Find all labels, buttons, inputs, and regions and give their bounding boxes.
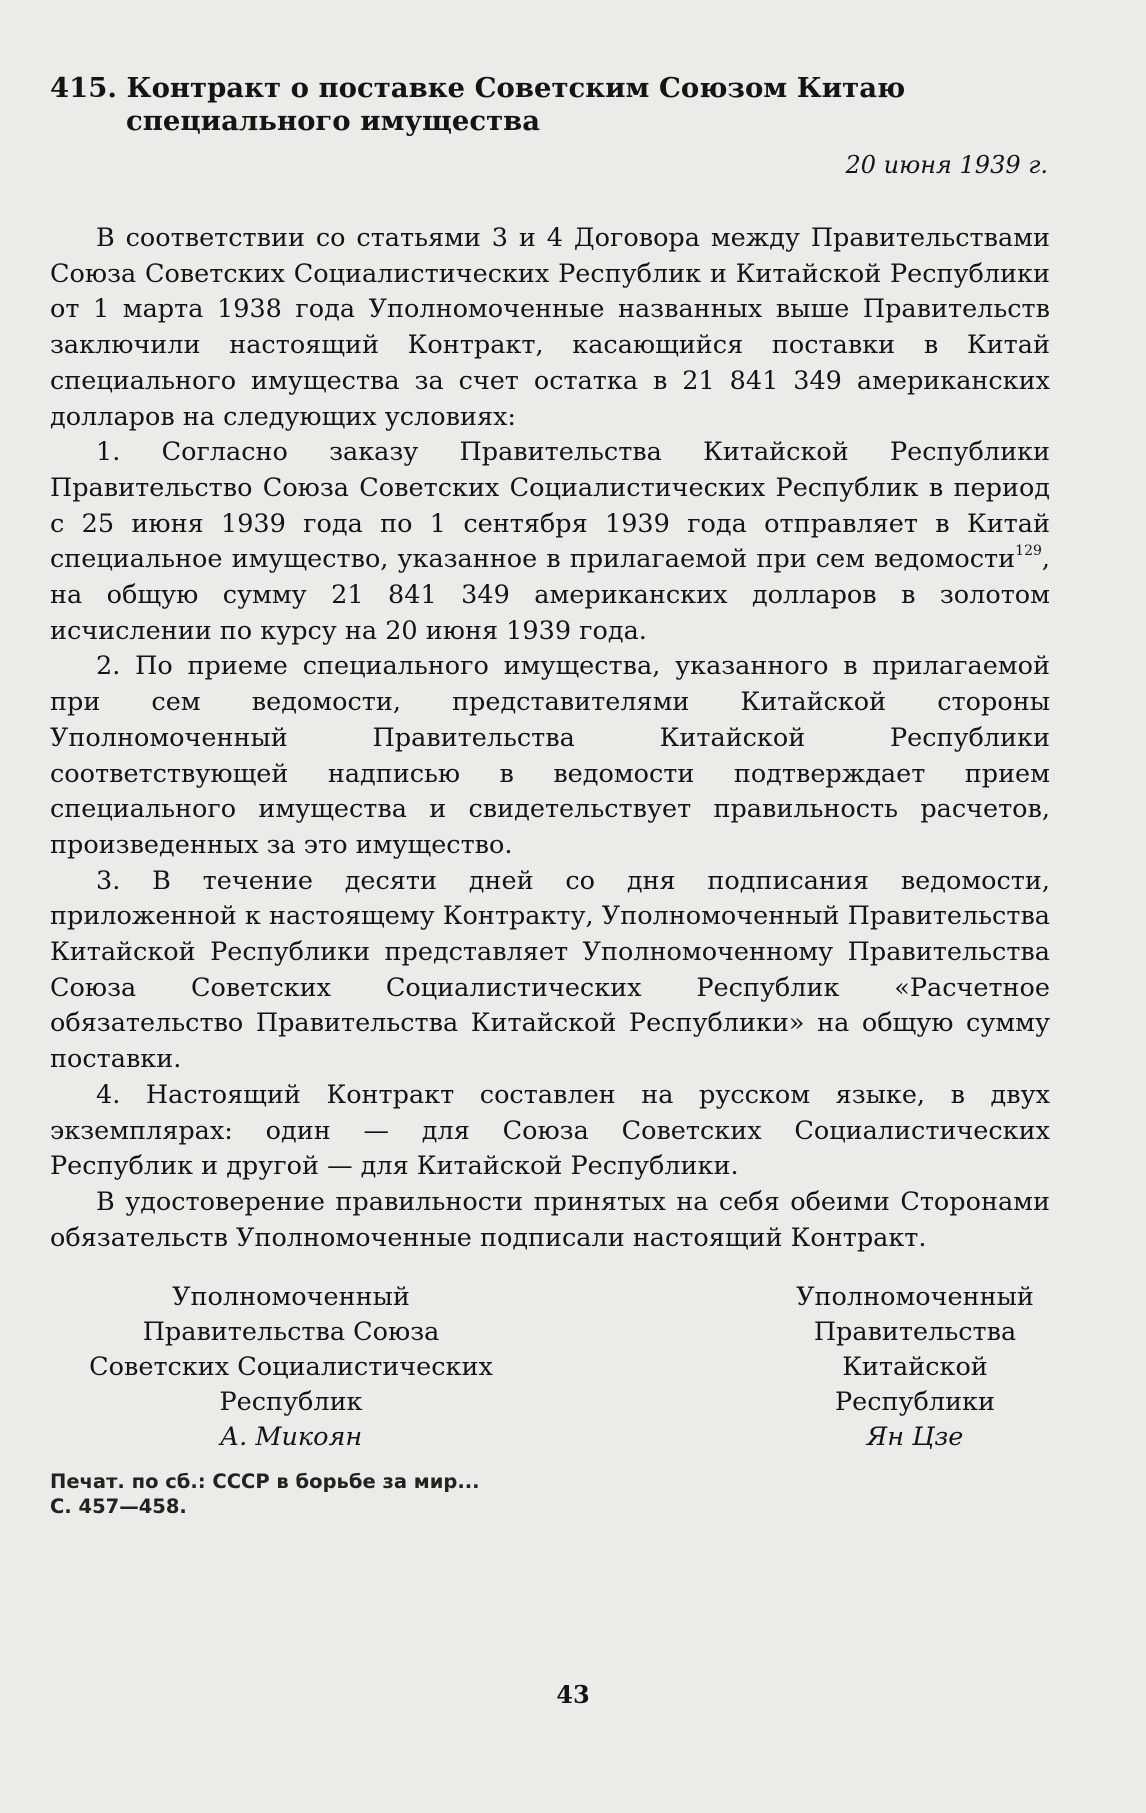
footnote-reference: 129: [1015, 543, 1042, 560]
signature-soviet-line-3: Советских Социалистических: [89, 1352, 493, 1383]
page-number: 43: [556, 1680, 590, 1709]
signature-chinese-line-4: Республики: [834, 1387, 995, 1418]
signature-chinese-name: Ян Цзе: [866, 1422, 964, 1453]
paragraph-clause-3: 3. В течение десяти дней со дня подписания ведомости, приложенной к настоящему Контракту, Уполномоченный Правительства Китайской Республики представляет Уполномоченному Правительства Союза Советских Социалистических Республик «Расчетное обязательство Правительства Китайской Республики» на общую сумму поставки.: [50, 865, 1050, 1075]
clause-1-text: 1. Согласно заказу Правительства Китайской Республики Правительство Союза Советских Социалистических Республик в период с 25 июня 1939 года по 1 сентября 1939 года отправляет в Китай специальное имущество, указанное в прилагаемой при сем ведомости: [50, 437, 1050, 575]
document-body: [50, 221, 1050, 1256]
document-title: 415. Контракт о поставке Советским Союзом Китаю специального имущества: [50, 72, 906, 137]
source-note: [50, 1469, 1050, 1519]
paragraph-clause-4: 4. Настоящий Контракт составлен на русском языке, в двух экземплярах: один — для Союза Советских Социалистических Республик и другой — для Китайской Республики.: [50, 1079, 1050, 1182]
paragraph-closing: В удостоверение правильности принятых на себя обеими Сторонами обязательств Уполномоченные подписали настоящий Контракт.: [50, 1186, 1050, 1253]
document-content: [50, 72, 1050, 1519]
signature-soviet-name: А. Микоян: [219, 1422, 363, 1453]
source-note-line-1: Печат. по сб.: СССР в борьбе за мир...: [50, 1470, 480, 1494]
document-date: 20 июня 1939 г.: [845, 151, 1048, 179]
paragraph-clause-2: 2. По приеме специального имущества, указанного в прилагаемой при сем ведомости, представителями Китайской стороны Уполномоченный Правительства Китайской Республики соответствующей надписью в ведомости подтверждает прием специального имущества и свидетельствует правильность расчетов, произведенных за это имущество.: [50, 651, 1050, 860]
clause-1-text-continued: , на общую сумму 21 841 349 американских долларов в золотом исчислении по курсу на 20 июня 1939 года.: [50, 544, 1050, 646]
signature-chinese: [780, 1280, 1050, 1455]
signatures: [50, 1280, 1050, 1455]
paragraph-clause-1: [50, 435, 1050, 649]
source-note-line-2: С. 457—458.: [50, 1495, 187, 1519]
signature-chinese-line-3: Китайской: [842, 1352, 988, 1383]
signature-soviet-line-4: Республик: [219, 1387, 363, 1418]
signature-chinese-line-2: Правительства: [813, 1317, 1017, 1348]
signature-soviet: [50, 1280, 532, 1455]
paragraph-preamble: В соответствии со статьями 3 и 4 Договора между Правительствами Союза Советских Социалистических Республик и Китайской Республики от 1 марта 1938 года Уполномоченные названных выше Правительств заключили настоящий Контракт, касающийся поставки в Китай специального имущества за счет остатка в 21 841 349 американских долларов на следующих условиях:: [50, 223, 1050, 432]
signature-soviet-line-2: Правительства Союза: [142, 1317, 440, 1348]
signature-soviet-line-1: Уполномоченный: [172, 1282, 410, 1313]
signature-chinese-line-1: Уполномоченный: [796, 1282, 1034, 1313]
